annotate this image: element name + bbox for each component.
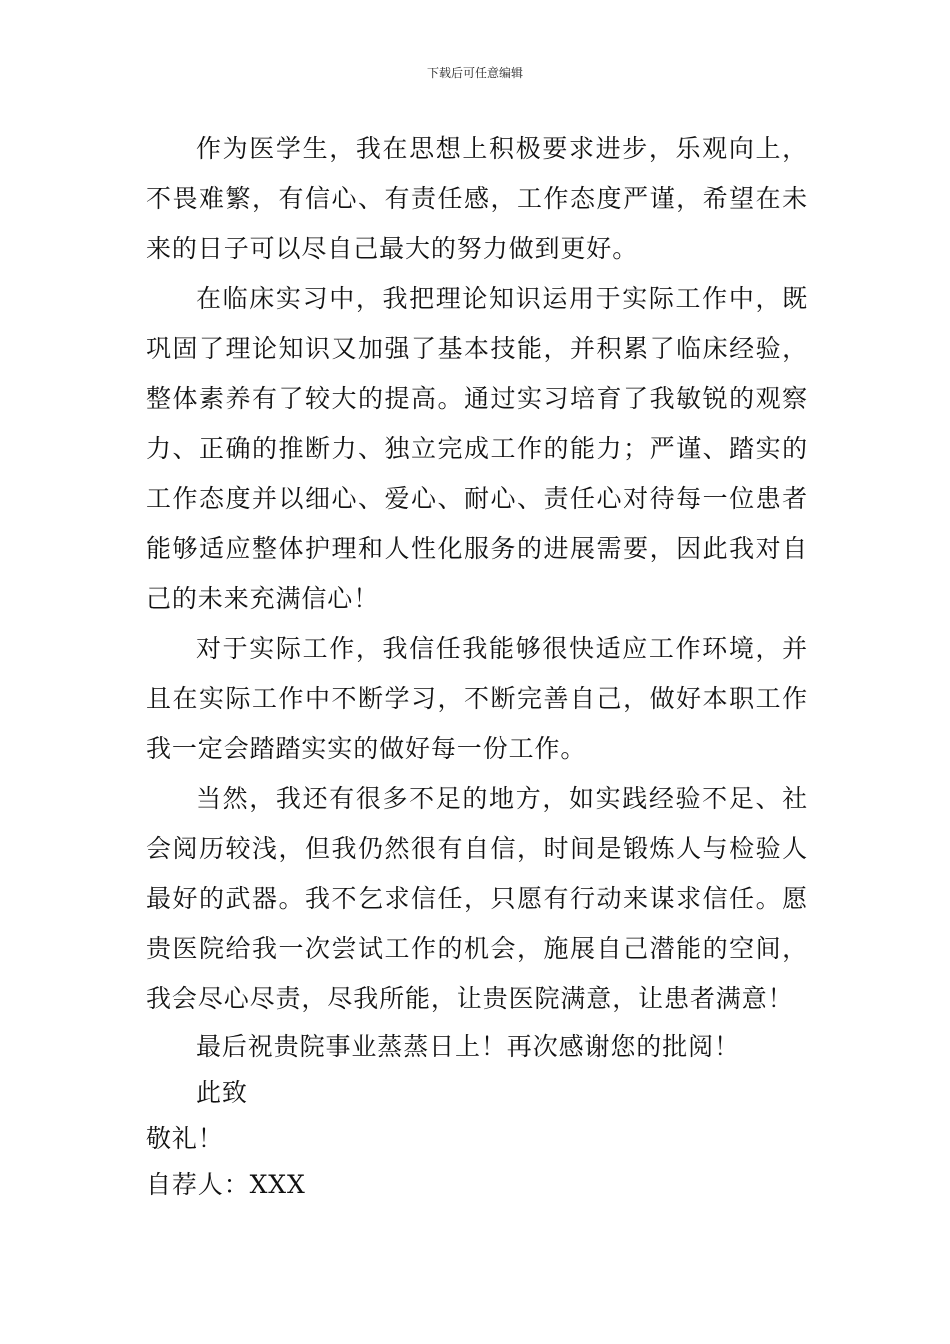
closing-salutation: 此致 [196,1078,248,1107]
closing-regards: 敬礼！ [146,1124,224,1153]
paragraph-2: 在临床实习中，我把理论知识运用于实际工作中，既巩固了理论知识又加强了基本技能，并积累了临床经验，整体素养有了较大的提高。通过实习培育了我敏锐的观察力、正确的推断力、独立完成工作的能力；严谨、踏实的工作态度并以细心、爱心、耐心、责任心对待每一位患者能够适应整体护理和人性化服务的进展需要，因此我对自己的未来充满信心！ [146,284,808,613]
closing-wish: 最后祝贵院事业蒸蒸日上！再次感谢您的批阅！ [196,1032,740,1061]
page-header: 下载后可任意编辑 [426,66,523,80]
paragraph-4: 当然，我还有很多不足的地方，如实践经验不足、社会阅历较浅，但我仍然很有自信，时间是锻炼人与检验人最好的武器。我不乞求信任，只愿有行动来谋求信任。愿贵医院给我一次尝试工作的机会，施展自己潜能的空间，我会尽心尽责，尽我所能，让贵医院满意，让患者满意！ [146,784,808,1013]
letter-body [146,124,808,1208]
signature: 自荐人：XXX [146,1170,306,1199]
paragraph-1: 作为医学生，我在思想上积极要求进步，乐观向上，不畏难繁，有信心、有责任感，工作态度严谨，希望在未来的日子可以尽自己最大的努力做到更好。 [146,134,808,263]
paragraph-3: 对于实际工作，我信任我能够很快适应工作环境，并且在实际工作中不断学习，不断完善自己，做好本职工作我一定会踏踏实实的做好每一份工作。 [146,634,808,763]
